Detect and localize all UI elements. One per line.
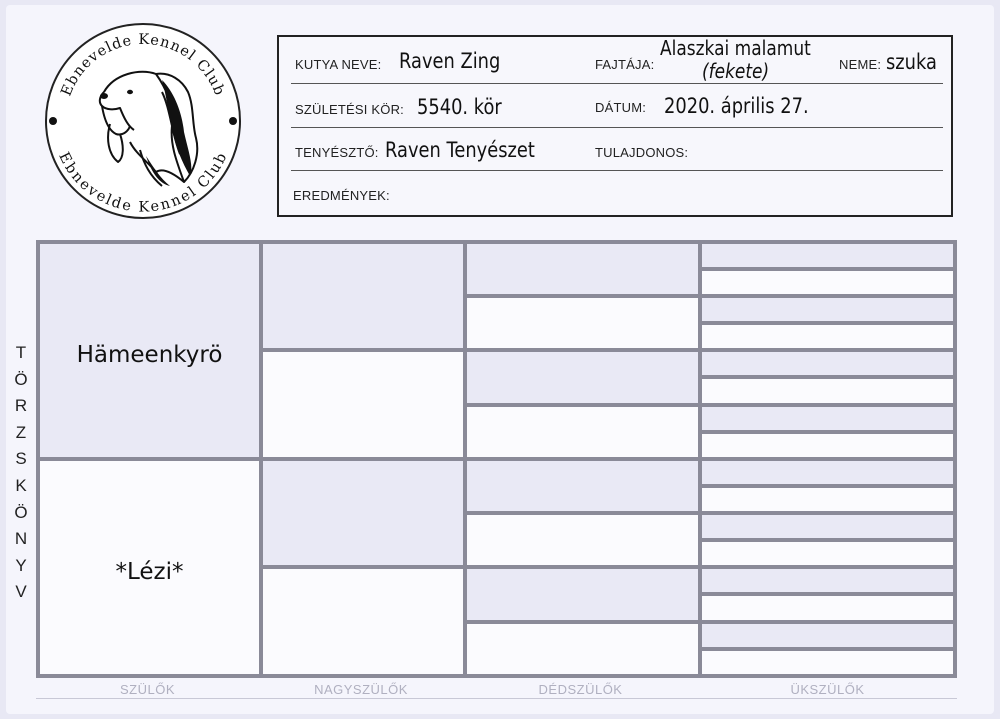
parent-name: *Lézi* bbox=[115, 559, 184, 585]
great-great-grandparent-cell bbox=[700, 513, 955, 540]
great-grandparent-cell bbox=[465, 350, 700, 405]
great-great-grandparent-cell bbox=[700, 567, 955, 594]
great-great-grandparent-cell bbox=[700, 594, 955, 622]
vertical-title-letter: V bbox=[15, 582, 27, 602]
great-grandparent-cell bbox=[465, 567, 700, 622]
breeder-value: Raven Tenyészet bbox=[385, 138, 535, 162]
grandparent-cell bbox=[261, 242, 465, 350]
sex-label: NEME: bbox=[839, 57, 882, 72]
vertical-title-letter: K bbox=[15, 475, 27, 495]
great-grandparent-cell bbox=[465, 622, 700, 676]
sex-value: szuka bbox=[886, 50, 937, 74]
breed-value: Alaszkai malamut bbox=[660, 36, 811, 60]
vertical-title-letter: Y bbox=[15, 555, 27, 575]
great-great-grandparent-cell bbox=[700, 242, 955, 269]
dog-name-label: KUTYA NEVE: bbox=[295, 57, 382, 72]
logo-text-bottom: Ebnevelde Kennel Club bbox=[55, 149, 231, 216]
breed-variant-value: (fekete) bbox=[702, 59, 770, 83]
info-rule bbox=[291, 83, 943, 84]
vertical-title-letter: R bbox=[14, 396, 28, 416]
great-great-grandparent-cell bbox=[700, 350, 955, 377]
info-rule bbox=[291, 127, 943, 128]
great-great-grandparent-cell bbox=[700, 649, 955, 676]
parent-cell-sire bbox=[38, 242, 261, 459]
breeder-label: TENYÉSZTŐ: bbox=[295, 145, 379, 160]
owner-label: TULAJDONOS: bbox=[595, 145, 689, 160]
great-grandparent-cell bbox=[465, 242, 700, 296]
column-label-great-grandparents: DÉDSZÜLŐK bbox=[538, 682, 623, 697]
parent-cell-dam bbox=[38, 459, 261, 676]
vertical-title-letter: Ö bbox=[14, 502, 28, 522]
bottom-divider bbox=[36, 698, 957, 699]
great-great-grandparent-cell bbox=[700, 296, 955, 323]
parent-name: Hämeenkyrö bbox=[76, 342, 223, 368]
date-value: 2020. április 27. bbox=[664, 94, 809, 118]
grandparent-cell bbox=[261, 567, 465, 676]
great-grandparent-cell bbox=[465, 296, 700, 350]
vertical-title-letter: Ö bbox=[14, 369, 28, 389]
birth-round-value: 5540. kör bbox=[417, 95, 502, 119]
great-great-grandparent-cell bbox=[700, 540, 955, 567]
vertical-title-letter: Z bbox=[15, 422, 27, 442]
great-great-grandparent-cell bbox=[700, 377, 955, 405]
great-great-grandparent-cell bbox=[700, 622, 955, 649]
vertical-title-letter: T bbox=[15, 343, 27, 362]
birth-round-label: SZÜLETÉSI KÖR: bbox=[295, 102, 404, 117]
vertical-title-letter: S bbox=[15, 449, 27, 469]
kennel-club-logo bbox=[44, 22, 242, 220]
great-grandparent-cell bbox=[465, 513, 700, 567]
dog-info-box bbox=[277, 35, 953, 217]
info-rule bbox=[291, 170, 943, 171]
great-great-grandparent-cell bbox=[700, 323, 955, 350]
vertical-title-letter: N bbox=[14, 529, 28, 549]
column-label-grandparents: NAGYSZÜLŐK bbox=[314, 682, 408, 697]
great-great-grandparent-cell bbox=[700, 405, 955, 432]
great-great-grandparent-cell bbox=[700, 269, 955, 296]
column-label-great-great-grandparents: ÜKSZÜLŐK bbox=[790, 682, 865, 697]
great-great-grandparent-cell bbox=[700, 486, 955, 513]
great-grandparent-cell bbox=[465, 405, 700, 459]
great-great-grandparent-cell bbox=[700, 459, 955, 486]
grandparent-cell bbox=[261, 459, 465, 567]
great-great-grandparent-cell bbox=[700, 432, 955, 459]
great-grandparent-cell bbox=[465, 459, 700, 513]
column-label-parents: SZÜLŐK bbox=[119, 682, 175, 697]
logo-text-top: Ebnevelde Kennel Club bbox=[58, 31, 228, 99]
pedigree-table bbox=[36, 240, 957, 678]
grandparent-cell bbox=[261, 350, 465, 459]
dog-name-value: Raven Zing bbox=[399, 49, 501, 73]
breed-label: FAJTÁJA: bbox=[595, 57, 655, 72]
results-label: EREDMÉNYEK: bbox=[293, 188, 390, 203]
vertical-title bbox=[12, 340, 30, 606]
date-label: DÁTUM: bbox=[595, 100, 647, 115]
